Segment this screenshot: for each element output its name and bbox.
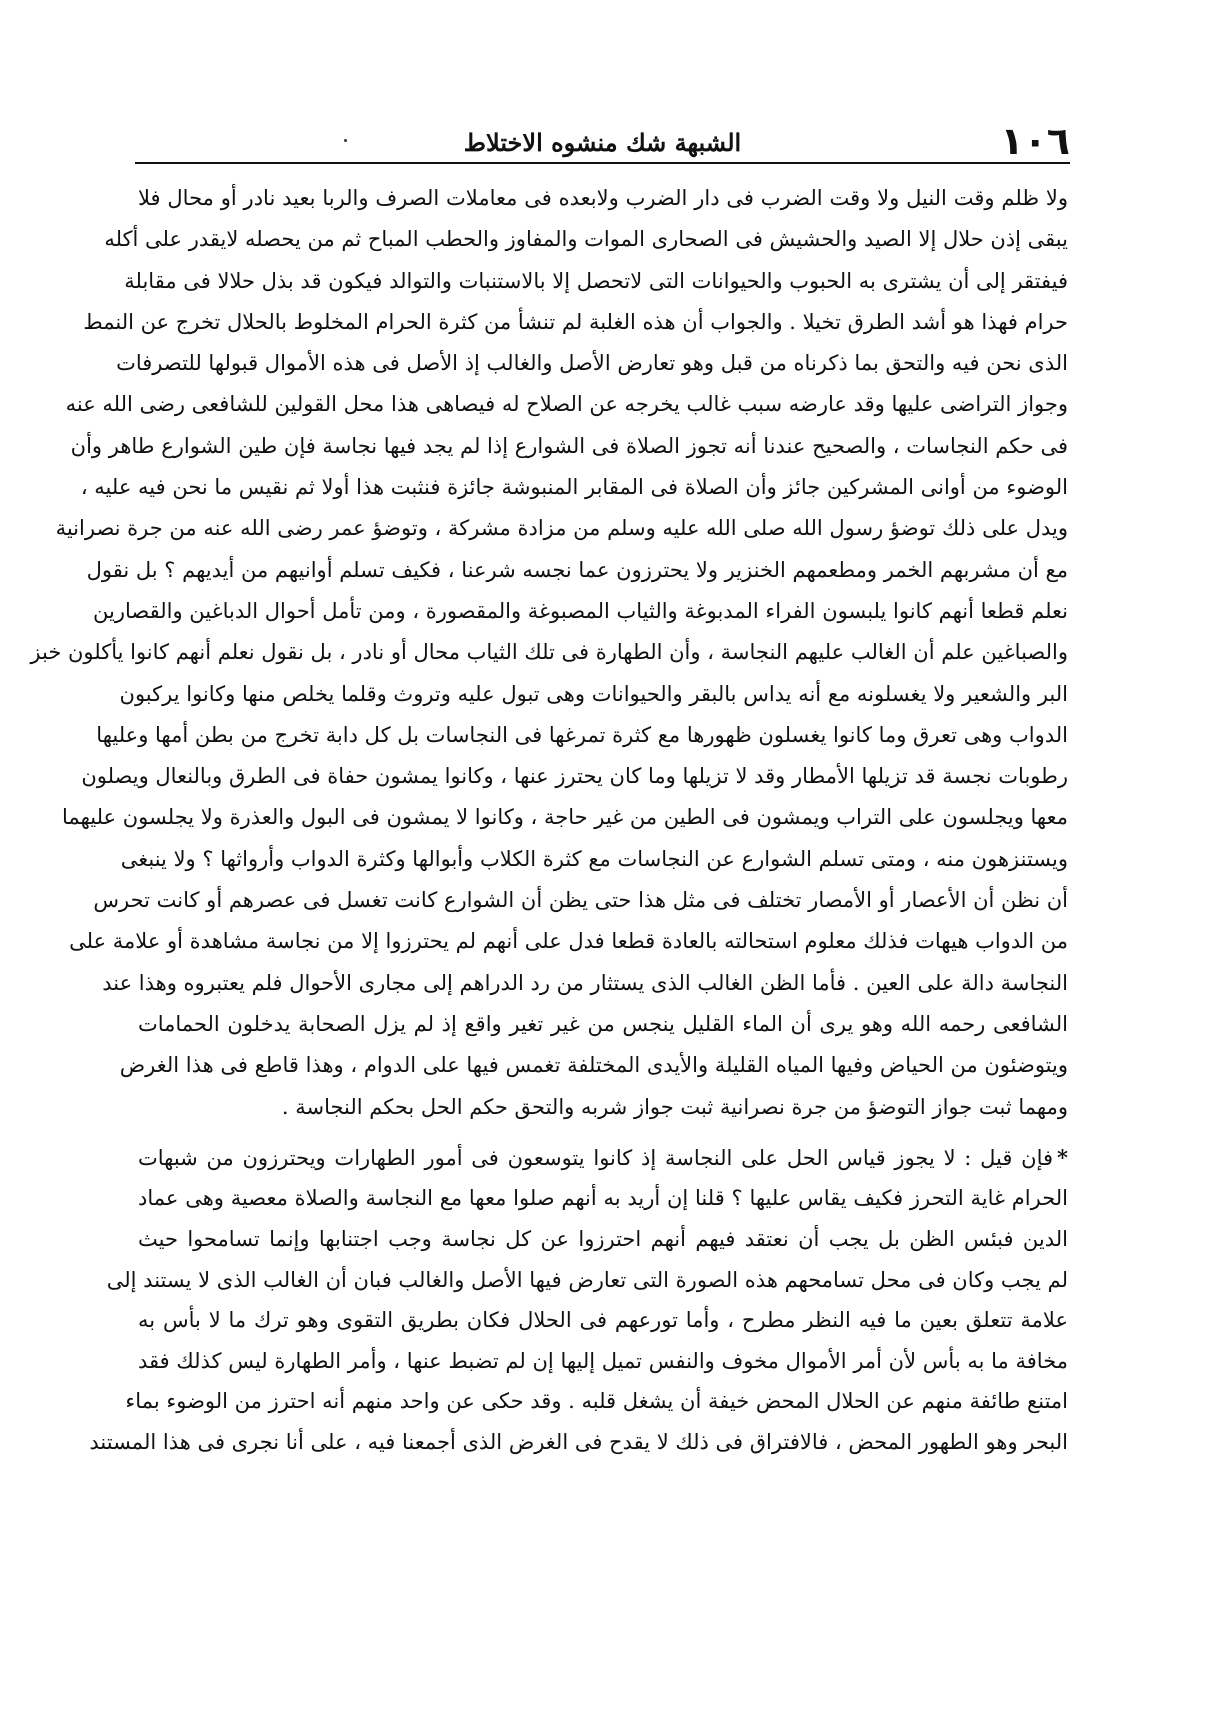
line-text: الذى نحن فيه والتحق بما ذكرناه من قبل وهو تعارض الأصل والغالب إذ الأصل فى هذه الأموال قبولها للتصرفات <box>116 351 1068 376</box>
line-text: فيفتقر إلى أن يشترى به الحبوب والحيوانات التى لاتحصل إلا بالاستنبات والتوالد فيكون قد بذل حلالا فى مقابلة <box>124 268 1068 293</box>
line-text: امتنع طائفة منهم عن الحلال المحض خيفة أن يشغل قلبه . وقد حكى عن واحد منهم أنه احترز من الوضوء بماء <box>125 1389 1068 1414</box>
line-text: فإن قيل : لا يجوز قياس الحل على النجاسة إذ كانوا يتوسعون فى أمور الطهارات ويحترزون من شبهات <box>138 1145 1054 1170</box>
text-line <box>106 1260 1068 1301</box>
line-text: الوضوء من أوانى المشركين جائز وأن الصلاة فى المقابر المنبوشة جائزة فنثبت هذا أولا ثم نقيس ما نحن فيه عليه ، <box>80 475 1068 500</box>
text-line <box>62 797 1068 838</box>
text-line <box>80 467 1068 508</box>
line-text: حرام فهذا هو أشد الطرق تخيلا . والجواب أن هذه الغلبة لم تنشأ من كثرة الحرام المخلوط بالحلال تخرج عن النمط <box>83 309 1068 334</box>
line-text: ويدل على ذلك توضؤ رسول الله صلى الله عليه وسلم من مزادة مشركة ، وتوضؤ عمر رضى الله عنه من جرة نصرانية <box>55 516 1068 541</box>
text-line <box>120 839 1068 880</box>
text-line <box>30 632 1068 673</box>
text-line <box>96 715 1068 756</box>
line-text: ويتوضئون من الحياض وفيها المياه القليلة والأيدى المختلفة تغمس فيها على الدوام ، وهذا قاطع فى هذا الغرض <box>119 1053 1068 1078</box>
text-line <box>119 674 1068 715</box>
text-line <box>89 1422 1068 1463</box>
text-line <box>55 508 1068 549</box>
text-line <box>104 219 1068 260</box>
line-text: معها ويجلسون على التراب ويمشون فى الطين من غير حاجة ، وكانوا لا يمشون فى البول والعذرة ولا يجلسون عليهما <box>62 805 1068 830</box>
line-text: البر والشعير ولا يغسلونه مع أنه يداس بالبقر والحيوانات وهى تبول عليه وتروث وقلما يخلص منها وكانوا يركبون <box>119 681 1068 706</box>
text-line <box>86 550 1068 591</box>
line-text: فى حكم النجاسات ، والصحيح عندنا أنه تجوز الصلاة فى الشوارع إذا لم يجد فيها نجاسة فإن طين الشوارع طاهر وأن <box>70 433 1068 458</box>
text-line <box>138 178 1068 219</box>
line-text: مخافة ما به بأس لأن أمر الأموال مخوف والنفس تميل إليها إن لم تضبط عنها ، وأمر الطهارة ليس كذلك فقد <box>138 1348 1068 1373</box>
text-line <box>138 1138 1068 1179</box>
paragraph-1 <box>30 178 1068 1128</box>
body-text <box>30 178 1068 1463</box>
line-text: النجاسة دالة على العين . فأما الظن الغالب الذى يستثار من رد الدراهم إلى مجارى الأحوال فلم يعتبروه وهذا عند <box>102 970 1068 995</box>
text-line <box>138 1219 1068 1260</box>
text-line <box>93 880 1068 921</box>
text-line <box>124 261 1068 302</box>
line-text: نعلم قطعا أنهم كانوا يلبسون الفراء المدبوغة والثياب المصبوغة والمقصورة ، ومن تأمل أحوال الدباغين والقصارين <box>93 598 1068 623</box>
line-text: ويستنزهون منه ، ومتى تسلم الشوارع عن النجاسات مع كثرة الكلاب وأبوالها وكثرة الدواب وأرواثها ؟ ولا ينبغى <box>120 846 1068 871</box>
line-text: وجواز التراضى عليها وقد عارضه سبب غالب يخرجه عن الصلاح له فيصاهى هذا محل القولين للشافعى رضى الله عنه <box>65 392 1068 417</box>
line-text: أن نظن أن الأعصار أو الأمصار تختلف فى مثل هذا حتى يظن أن الشوارع كانت تغسل فى عصرهم أو كانت تحرس <box>93 888 1068 913</box>
text-line <box>119 1045 1068 1086</box>
text-line <box>138 1004 1068 1045</box>
running-title: الشبهة شك منشوه الاختلاط <box>463 128 742 157</box>
line-text: والصباغين علم أن الغالب عليهم النجاسة ، وأن الطهارة فى تلك الثياب محال أو نادر ، بل نقول نعلم أنهم كانوا يأكلون خبز <box>30 640 1068 665</box>
text-line <box>138 1087 1068 1128</box>
paragraph-2 <box>89 1138 1068 1463</box>
text-line <box>65 384 1068 425</box>
page-number: ١٠٦ <box>1000 119 1070 163</box>
line-text: لم يجب وكان فى محل تسامحهم هذه الصورة التى تعارض فيها الأصل والغالب فبان أن الغالب الذى لا يستند إلى <box>106 1267 1068 1292</box>
line-text: الدين فبئس الظن بل يجب أن نعتقد فيهم أنهم احترزوا عن كل نجاسة وجب اجتنابها وإنما تسامحوا حيث <box>138 1227 1068 1252</box>
header-rule <box>135 162 1070 164</box>
line-text: من الدواب هيهات فذلك معلوم استحالته بالعادة قطعا فدل على أنهم لم يحترزوا إلا من نجاسة مشاهدة أو علامة على <box>69 929 1068 954</box>
text-line <box>102 963 1068 1004</box>
line-text: ومهما ثبت جواز التوضؤ من جرة نصرانية ثبت جواز شربه والتحق حكم الحل بحكم النجاسة . <box>281 1094 1068 1119</box>
text-line <box>81 756 1068 797</box>
paragraph-bullet: * <box>1057 1144 1068 1170</box>
text-line <box>125 1381 1068 1422</box>
text-line <box>70 426 1068 467</box>
line-text: علامة تتعلق بعين ما فيه النظر مطرح ، وأما تورعهم فى الحلال فكان بطريق التقوى وهو ترك ما لا بأس به <box>138 1308 1068 1333</box>
ink-speck <box>344 139 347 142</box>
text-line <box>138 1341 1068 1382</box>
line-text: الحرام غاية التحرز فكيف يقاس عليها ؟ قلنا إن أريد به أنهم صلوا معها مع النجاسة والصلاة معصية وهى عماد <box>138 1186 1068 1211</box>
line-text: ولا ظلم وقت النيل ولا وقت الضرب فى دار الضرب ولابعده فى معاملات الصرف والربا بعيد نادر أو محال فلا <box>138 186 1068 210</box>
line-text: الدواب وهى تعرق وما كانوا يغسلون ظهورها مع كثرة تمرغها فى النجاسات بل كل دابة تخرج من بطن أمها وعليها <box>96 722 1068 747</box>
line-text: يبقى إذن حلال إلا الصيد والحشيش فى الصحارى الموات والمفاوز والحطب المباح ثم من يحصله لايقدر على أكله <box>104 227 1068 252</box>
text-line <box>93 591 1068 632</box>
line-text: رطوبات نجسة قد تزيلها الأمطار وقد لا تزيلها وما كان يحترز عنها ، وكانوا يمشون حفاة فى الطرق وبالنعال ويصلون <box>81 764 1068 789</box>
line-text: مع أن مشربهم الخمر ومطعمهم الخنزير ولا يحترزون عما نجسه شرعنا ، فكيف تسلم أوانيهم من أيديهم ؟ بل نقول <box>86 557 1068 582</box>
text-line <box>138 1300 1068 1341</box>
line-text: الشافعى رحمه الله وهو يرى أن الماء القليل ينجس من غير تغير واقع إذ لم يزل الصحابة يدخلون الحمامات <box>138 1011 1068 1036</box>
text-line <box>69 921 1068 962</box>
line-text: البحر وهو الطهور المحض ، فالافتراق فى ذلك لا يقدح فى الغرض الذى أجمعنا فيه ، على أنا نجرى فى هذا المستند <box>89 1429 1068 1454</box>
text-line <box>138 1178 1068 1219</box>
text-line <box>83 302 1068 343</box>
text-line <box>116 343 1068 384</box>
